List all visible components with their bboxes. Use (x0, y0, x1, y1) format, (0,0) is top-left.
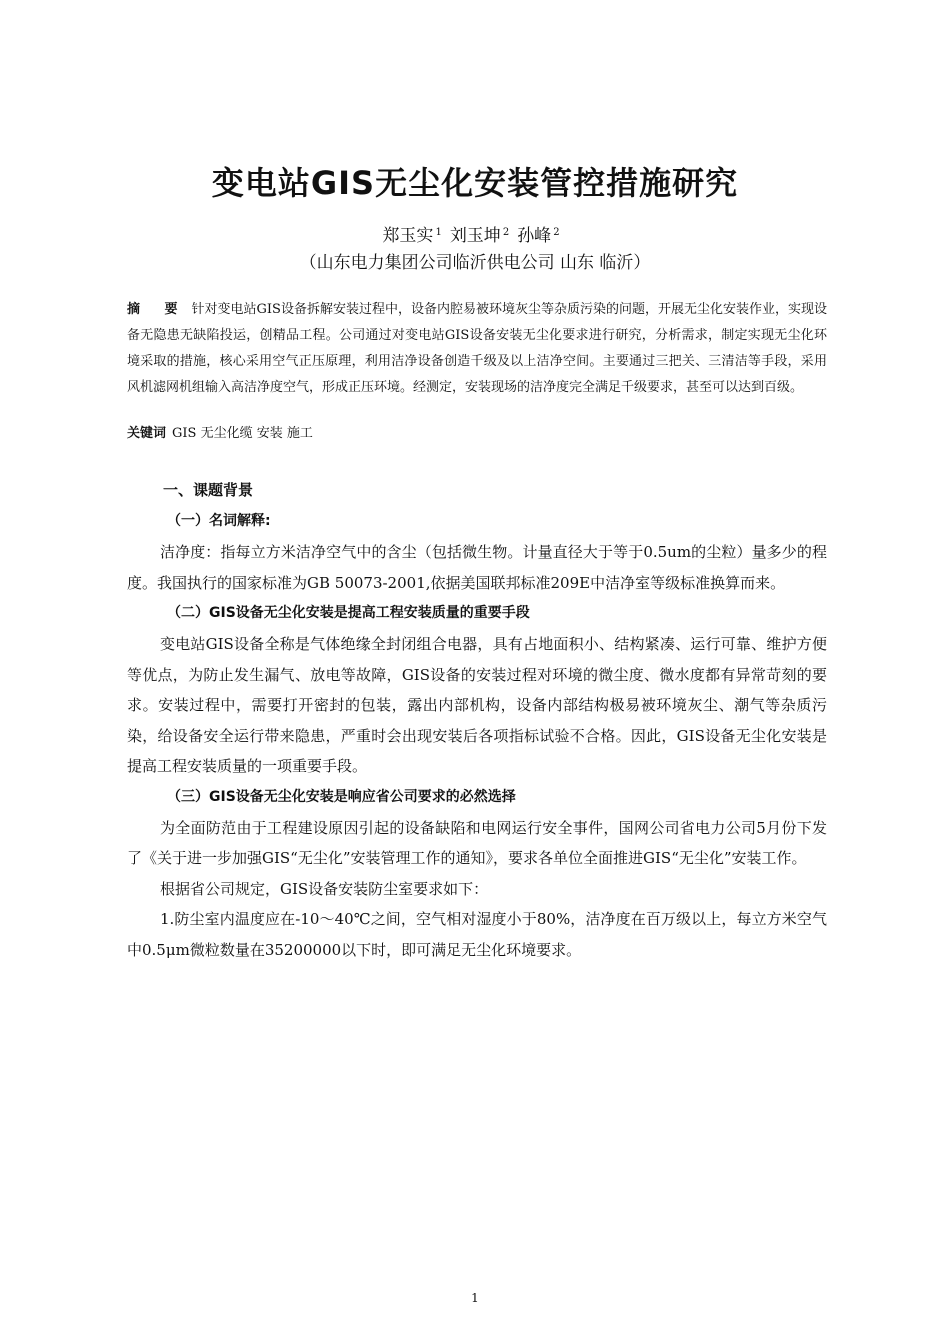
keywords-label: 关键词 (127, 426, 167, 441)
paragraph: 变电站GIS设备全称是气体绝缘全封闭组合电器，具有占地面积小、结构紧凑、运行可靠、维护方便等优点，为防止发生漏气、放电等故障，GIS设备的安装过程对环境的微尘度、微水度都有异常苛刻的要求。安装过程中，需要打开密封的包装，露出内部机构，设备内部结构极易被环境灰尘、潮气等杂质污染，给设备安全运行带来隐患，严重时会出现安装后各项指标试验不合格。因此，GIS设备无尘化安装是提高工程安装质量的一项重要手段。 (127, 635, 827, 775)
author-name: 刘玉坤 (449, 226, 501, 246)
author-affil-mark: 2 (553, 227, 560, 238)
abstract-block (127, 297, 827, 401)
author-name: 孙峰 (517, 226, 552, 246)
author-affil-mark: 1 (435, 227, 442, 238)
author-line (0, 221, 950, 246)
section-heading: 一、课题背景 (163, 481, 254, 499)
subsection-heading: （一）名词解释: (167, 513, 271, 529)
affiliation: （山东电力集团公司临沂供电公司 山东 临沂） (299, 253, 651, 273)
keywords-text: GIS 无尘化缆 安装 施工 (172, 426, 313, 441)
subsection-heading: （二）GIS设备无尘化安装是提高工程安装质量的重要手段 (167, 605, 530, 621)
paragraph: 洁净度：指每立方米洁净空气中的含尘（包括微生物。计量直径大于等于0.5um的尘粒）量多少的程度。我国执行的国家标准为GB 50073-2001,依据美国联邦标准209E中洁净室等级标准换算而来。 (127, 543, 827, 592)
keywords-block (127, 422, 827, 441)
abstract-text: 针对变电站GIS设备拆解安装过程中，设备内腔易被环境灰尘等杂质污染的问题，开展无尘化安装作业，实现设备无隐患无缺陷投运，创精品工程。公司通过对变电站GIS设备安装无尘化要求进行研究，分析需求，制定实现无尘化环境采取的措施，核心采用空气正压原理，利用洁净设备创造千级及以上洁净空间。主要通过三把关、三清洁等手段，采用风机滤网机组输入高洁净度空气，形成正压环境。经测定，安装现场的洁净度完全满足千级要求，甚至可以达到百级。 (127, 302, 827, 395)
paragraph: 1.防尘室内温度应在-10～40℃之间，空气相对湿度小于80%，洁净度在百万级以上，每立方米空气中0.5μm微粒数量在35200000以下时，即可满足无尘化环境要求。 (127, 910, 827, 959)
author-name: 郑玉实 (382, 226, 434, 246)
abstract-label: 摘 要 (127, 302, 188, 317)
paragraph: 为全面防范由于工程建设原因引起的设备缺陷和电网运行安全事件，国网公司省电力公司5月份下发了《关于进一步加强GIS“无尘化”安装管理工作的通知》，要求各单位全面推进GIS“无尘化”安装工作。 (127, 818, 827, 867)
paragraph: 根据省公司规定，GIS设备安装防尘室要求如下： (160, 879, 489, 898)
subsection-heading: （三）GIS设备无尘化安装是响应省公司要求的必然选择 (167, 788, 516, 805)
author-affil-mark: 2 (502, 227, 510, 238)
page-number: 1 (471, 1291, 479, 1305)
body-text (127, 474, 827, 965)
paper-title: 变电站GIS无尘化安装管控措施研究 (211, 164, 739, 202)
